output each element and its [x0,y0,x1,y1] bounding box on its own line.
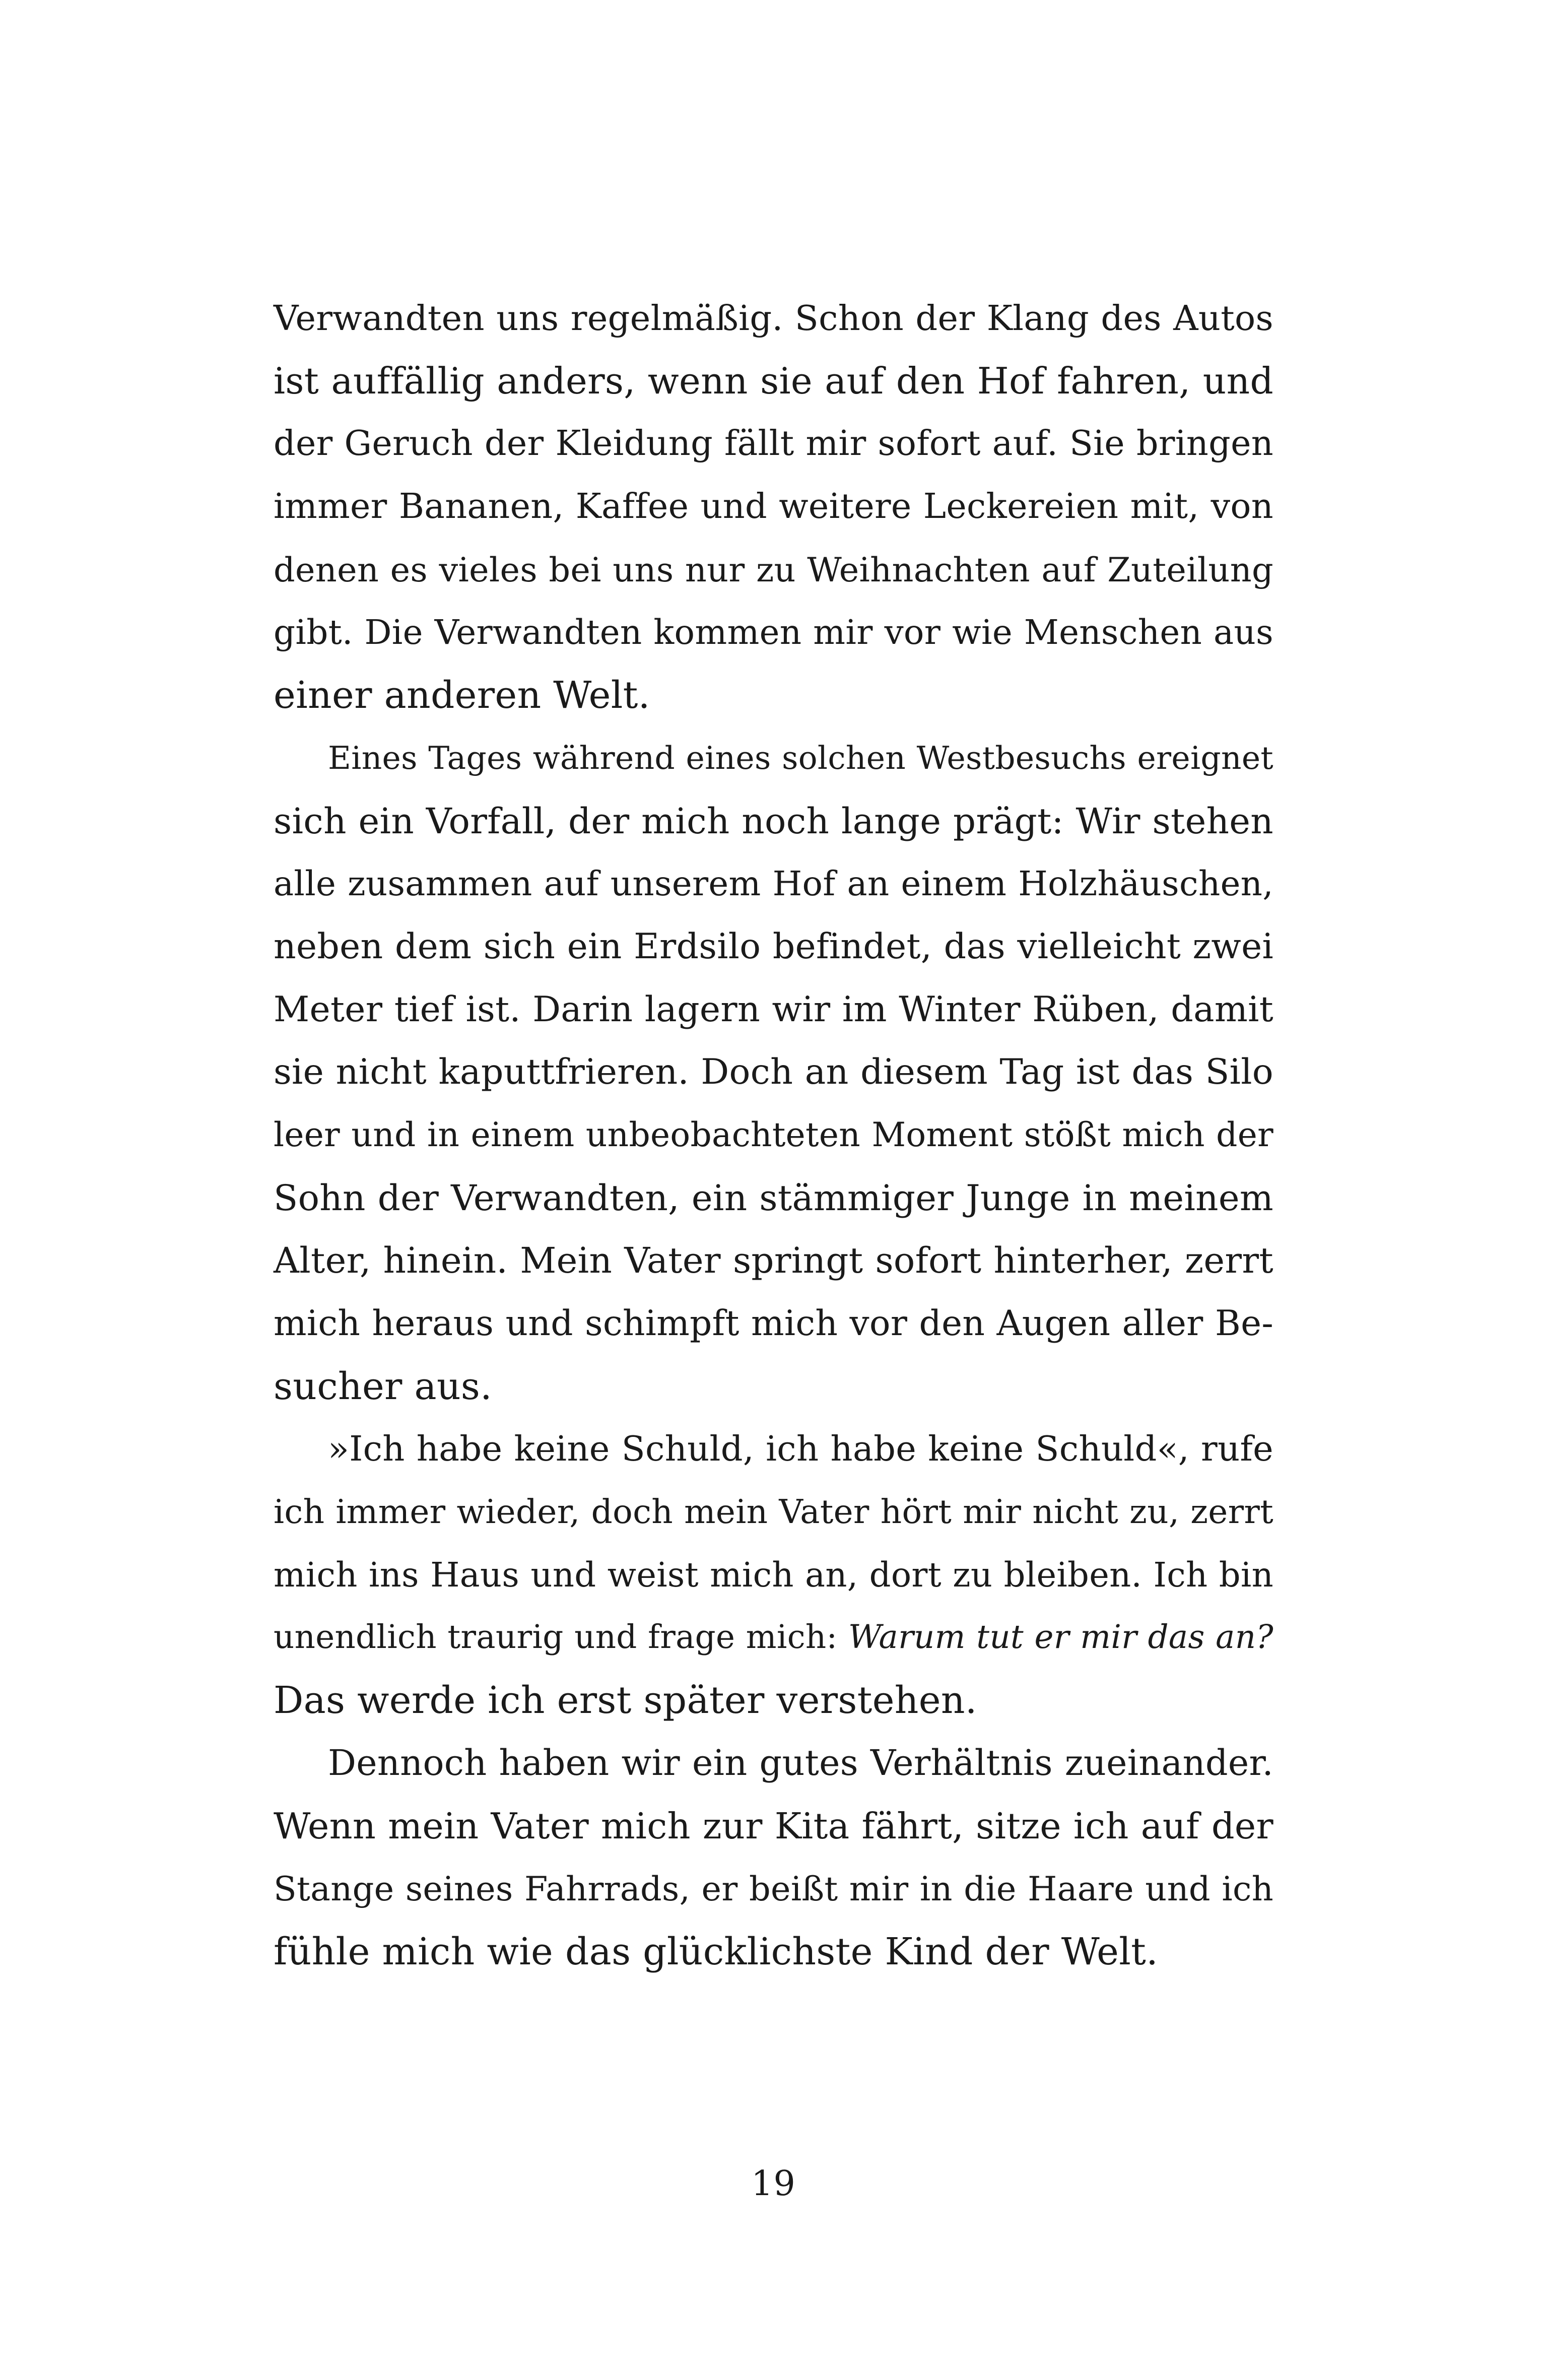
text-line [274,287,1273,350]
text-line [274,350,1273,413]
text-line-content: gibt. Die Verwandten kommen mir vor wie Menschen aus [274,612,1273,652]
text-line-content: leer und in einem unbeobachteten Moment stößt mich der [274,1115,1273,1154]
text-line-content: unendlich traurig und frage mich: [274,1618,848,1657]
text-line [274,852,1273,915]
text-line-content: sucher aus. [274,1364,493,1408]
text-line [274,1104,1273,1167]
text-line-content: Meter tief ist. Darin lagern wir im Winter Rüben, damit [274,988,1273,1030]
text-line [274,413,1273,476]
text-line-content: »Ich habe keine Schuld, ich habe keine Schuld«, rufe [328,1429,1273,1470]
text-line [274,978,1273,1041]
text-line [274,727,1273,790]
text-line [274,601,1273,664]
text-line [274,1669,1273,1732]
text-line [274,790,1273,853]
text-line [274,1355,1273,1418]
text-line-content: Stange seines Fahrrads, er beißt mir in die Haare und ich [274,1869,1273,1909]
text-line [274,1795,1273,1858]
text-line-content: der Geruch der Kleidung fällt mir sofort auf. Sie bringen [274,424,1273,464]
text-line [274,1167,1273,1230]
text-line-content: Eines Tages während eines solchen Westbesuchs ereignet [328,739,1273,776]
italic-quote: Warum tut er mir das an? [848,1618,1273,1657]
text-line [274,1418,1273,1481]
text-line [274,664,1273,727]
text-line-content: sie nicht kaputtfrieren. Doch an diesem Tag ist das Silo [274,1051,1273,1093]
text-line [274,1606,1273,1669]
text-line-content: sich ein Vorfall, der mich noch lange prägt: Wir stehen [274,800,1273,842]
text-line [274,1229,1273,1292]
text-line [274,915,1273,978]
text-line-content: alle zusammen auf unserem Hof an einem Holzhäuschen, [274,864,1273,904]
text-line-content: Sohn der Verwandten, ein stämmiger Junge in meinem [274,1177,1273,1219]
text-line [274,1544,1273,1607]
text-line-content: mich heraus und schimpft mich vor den Augen aller Be- [274,1303,1273,1344]
text-line-content: Das werde ich erst später verstehen. [274,1679,977,1723]
text-line-content: neben dem sich ein Erdsilo befindet, das vielleicht zwei [274,926,1273,967]
text-line [274,1921,1273,1984]
text-line [274,1481,1273,1544]
text-line [274,1292,1273,1355]
text-line-content: ist auffällig anders, wenn sie auf den Hof fahren, und [274,360,1273,403]
page-number: 19 [751,2164,796,2204]
text-line-content: mich ins Haus und weist mich an, dort zu bleiben. Ich bin [274,1555,1273,1595]
text-line-content: fühle mich wie das glücklichste Kind der Welt. [274,1930,1159,1973]
text-line-content: Wenn mein Vater mich zur Kita fährt, sitze ich auf der [274,1805,1273,1847]
text-line-content: ich immer wieder, doch mein Vater hört mir nicht zu, zerrt [274,1492,1273,1532]
text-line-content: Dennoch haben wir ein gutes Verhältnis zueinander. [328,1742,1273,1783]
text-line-content: Verwandten uns regelmäßig. Schon der Klang des Autos [274,298,1273,339]
text-line-content: immer Bananen, Kaffee und weitere Leckereien mit, von [274,487,1273,527]
text-line [274,1041,1273,1104]
text-line-content: Alter, hinein. Mein Vater springt sofort hinterher, zerrt [274,1240,1273,1282]
text-line-content: einer anderen Welt. [274,674,650,717]
text-line [274,476,1273,539]
text-line [274,539,1273,602]
text-line [274,1858,1273,1921]
text-line-content: denen es vieles bei uns nur zu Weihnachten auf Zuteilung [274,550,1273,589]
body-text [274,287,1273,1984]
text-line [274,1732,1273,1795]
